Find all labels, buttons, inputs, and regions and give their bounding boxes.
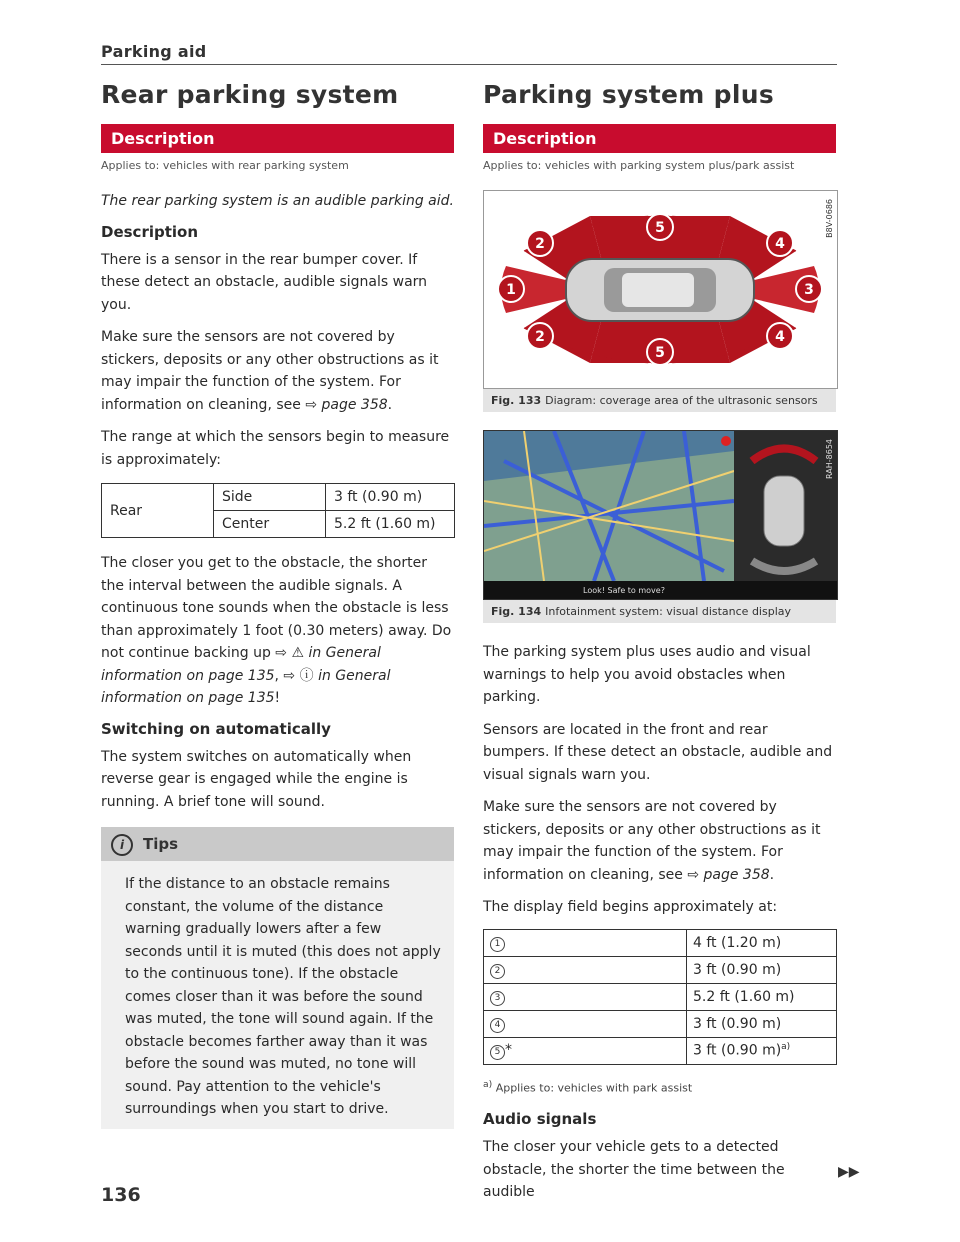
table-row [484,983,837,1010]
footnote-text: Applies to: vehicles with park assist [495,1081,693,1095]
page-ref-link[interactable]: page 358 [703,866,770,883]
figure-label: Fig. 134 [491,605,542,618]
table-row [484,1037,837,1064]
left-column [101,80,454,1129]
car-window [622,273,694,307]
paragraph-sensor: There is a sensor in the rear bumper cover. If these detect an obstacle, audible signals warn you. [101,251,428,313]
cleaning-text: Make sure the sensors are not covered by stickers, deposits or any other obstructions as it may impair the function of the system. For information on cleaning, see ⇨ [101,329,439,413]
footnote-mark: a) [483,1078,493,1090]
tips-box [101,827,454,1129]
figure-caption-text: Diagram: coverage area of the ultrasonic sensors [545,394,818,407]
paragraph-cleaning: Make sure the sensors are not covered by stickers, deposits or any other obstructions as it may impair the function of the system. For information on cleaning, see ⇨ page 358. [483,799,821,883]
description-heading: Description [101,222,199,241]
figure-code: RAH-8654 [825,439,834,479]
figure-caption-text: Infotainment system: visual distance display [545,605,792,618]
interval-text: The closer you get to the obstacle, the shorter the interval between the audible signals. A continuous tone sounds when the obstacle is less than approximately 1 foot (0.30 meters) away. Do not continue backing up ⇨ ⚠ [101,555,452,661]
paragraph-interval [101,552,454,710]
field-value: 3 ft (0.90 m) [687,1010,837,1037]
marker-label: 5 [655,220,665,236]
infotainment-display [484,431,837,599]
range-position: Center [214,511,326,538]
applies-note: Applies to: vehicles with rear parking system [101,159,349,172]
note-ref-link[interactable]: in General information on page 135 [101,667,391,706]
range-label: Rear [102,484,214,538]
marker-circle: 4 [490,1018,505,1033]
paragraph-sensors: Sensors are located in the front and rear bumpers. If these detect an obstacle, audible and visual signals warn you. [483,721,833,783]
audio-signals-heading: Audio signals [483,1110,597,1129]
interval-end: ! [274,690,281,706]
range-value: 5.2 ft (1.60 m) [326,511,455,538]
figure-coverage-diagram [483,190,838,389]
field-marker [484,929,687,956]
map-position-icon [721,436,731,446]
figure-caption [483,389,836,412]
field-marker [484,956,687,983]
tips-text: If the distance to an obstacle remains constant, the volume of the distance warning gradually lowers after a few seconds until it is muted (this does not apply to the continuous tone). If the obstacle comes closer than it was before the sound was muted, the tone will sound again. If the obstacle becomes farther away than it was before the sound was muted, no tone will sound. Pay attention to the vehicle's surroundings when you start to drive. [125,876,441,1117]
field-marker [484,1037,687,1064]
page-number: 136 [101,1184,141,1206]
right-column [483,80,836,1214]
marker-label: 1 [506,282,516,298]
footnote-ref: a) [781,1042,791,1053]
range-value: 3 ft (0.90 m) [326,484,455,511]
field-value: 3 ft (0.90 m) [687,956,837,983]
field-marker [484,983,687,1010]
table-row [102,484,455,511]
section-header: Parking aid [101,42,207,61]
field-value: 5.2 ft (1.60 m) [687,983,837,1010]
cleaning-text: Make sure the sensors are not covered by stickers, deposits or any other obstructions as it may impair the function of the system. For information on cleaning, see ⇨ [483,799,821,883]
applies-note: Applies to: vehicles with parking system plus/park assist [483,159,795,172]
paragraph-warnings: The parking system plus uses audio and visual warnings to help you avoid obstacles when parking. [483,644,811,705]
table-row [484,1010,837,1037]
tips-title: Tips [143,835,179,853]
paragraph-audio: The closer your vehicle gets to a detected obstacle, the shorter the time between the audible [483,1139,785,1201]
display-field-table [483,929,837,1065]
info-icon: i [111,834,133,856]
field-value [687,1037,837,1064]
footnote [483,1079,836,1095]
page-title-parking-plus: Parking system plus [483,80,775,109]
car-topview [764,476,804,546]
field-value-text: 3 ft (0.90 m) [693,1042,782,1059]
figure-infotainment [483,430,838,600]
description-bar: Description [101,124,454,153]
paragraph-cleaning: Make sure the sensors are not covered by stickers, deposits or any other obstructions as it may impair the function of the system. For information on cleaning, see ⇨ page 358. [101,329,439,413]
marker-label: 3 [804,282,814,298]
marker-label: 4 [775,329,785,345]
tips-header [101,827,454,861]
description-bar: Description [483,124,836,153]
marker-suffix: * [505,1041,512,1058]
coverage-diagram [484,191,837,388]
figure-caption [483,600,836,623]
header-rule [101,64,837,65]
marker-label: 2 [535,236,545,252]
page-ref-link[interactable]: page 358 [321,396,388,413]
table-row [484,956,837,983]
marker-circle: 5 [490,1045,505,1060]
interval-mid: , ⇨ ⓘ [274,667,314,684]
marker-circle: 2 [490,964,505,979]
paragraph-display-field: The display field begins approximately at: [483,899,778,915]
marker-circle: 3 [490,991,505,1006]
status-text: Look! Safe to move? [583,586,665,595]
range-table [101,483,455,538]
marker-circle: 1 [490,937,505,952]
figure-label: Fig. 133 [491,394,542,407]
marker-label: 5 [655,345,665,361]
field-marker [484,1010,687,1037]
lead-paragraph: The rear parking system is an audible parking aid. [101,193,454,209]
range-position: Side [214,484,326,511]
marker-label: 2 [535,329,545,345]
page-title-rear-parking: Rear parking system [101,80,399,109]
paragraph-range: The range at which the sensors begin to measure is approximately: [101,429,450,468]
switching-heading: Switching on automatically [101,719,331,738]
warning-ref-link[interactable]: in General information on page 135 [101,645,381,684]
continue-arrow-icon: ▶▶ [838,1164,860,1180]
field-value: 4 ft (1.20 m) [687,929,837,956]
table-row [484,929,837,956]
figure-code: B8V-0686 [825,199,834,238]
paragraph-auto: The system switches on automatically when reverse gear is engaged while the engine is running. A brief tone will sound. [101,748,412,810]
marker-label: 4 [775,236,785,252]
